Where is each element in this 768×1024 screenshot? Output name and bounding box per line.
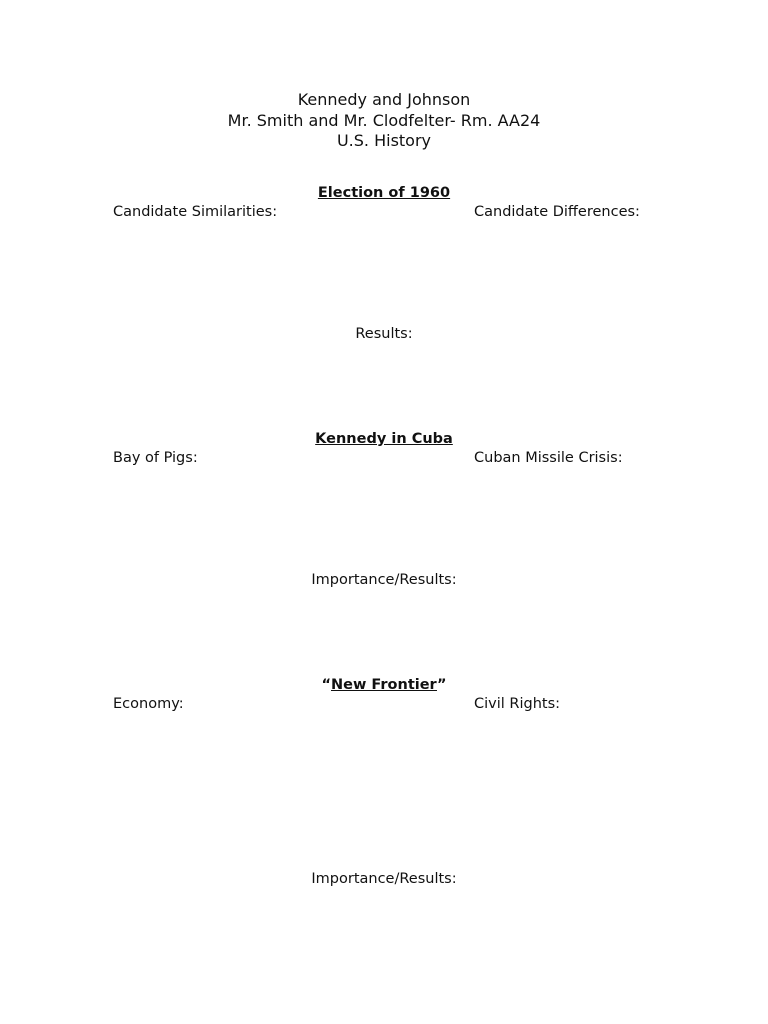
section-heading-election: Election of 1960: [317, 185, 451, 201]
course-name: U.S. History: [336, 131, 432, 150]
label-economy: Economy:: [113, 696, 184, 712]
label-cuban-missile-crisis: Cuban Missile Crisis:: [474, 450, 623, 466]
section-heading-new-frontier: “New Frontier”: [321, 677, 447, 693]
worksheet-header: [0, 90, 768, 152]
label-importance-results-frontier: Importance/Results:: [311, 871, 457, 887]
label-candidate-similarities: Candidate Similarities:: [113, 204, 278, 220]
section-heading-cuba: Kennedy in Cuba: [315, 431, 453, 447]
label-candidate-differences: Candidate Differences:: [474, 204, 640, 220]
label-importance-results-cuba: Importance/Results:: [311, 572, 457, 588]
worksheet-title: Kennedy and Johnson: [297, 90, 471, 109]
teacher-line: Mr. Smith and Mr. Clodfelter- Rm. AA24: [227, 110, 541, 130]
label-results: Results:: [355, 326, 413, 342]
label-civil-rights: Civil Rights:: [474, 696, 561, 712]
label-bay-of-pigs: Bay of Pigs:: [113, 450, 198, 466]
